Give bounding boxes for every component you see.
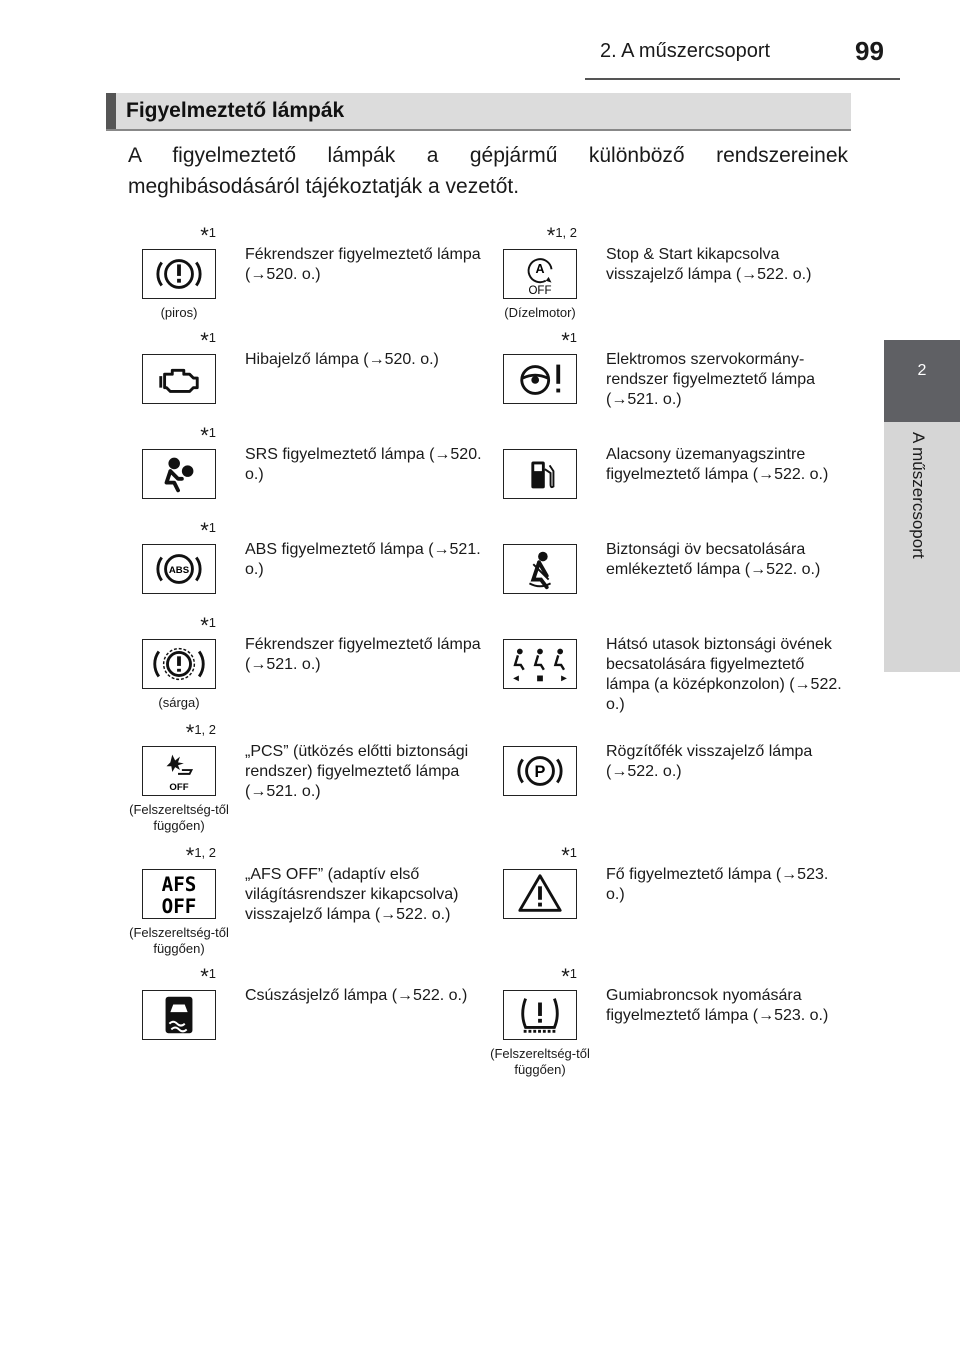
lamp-entry — [105, 964, 468, 1081]
lamp-note: (piros) — [160, 305, 198, 320]
footnote-ref: *1 — [561, 843, 577, 868]
lamp-entry — [466, 964, 829, 1081]
footnote-ref: *1 — [200, 423, 216, 448]
abs-icon — [142, 544, 216, 594]
lamp-entry — [105, 613, 481, 730]
lamp-description: Gumiabroncsok nyomására figyelmeztető lámpa (→523. o.) — [606, 987, 829, 1024]
chapter-label: A műszercsoport — [909, 432, 928, 559]
svg-text:P: P — [534, 762, 546, 781]
intro-paragraph: A figyelmeztető lámpák a gépjármű különböző rendszereinek meghibásodásáról tájékoztatják a vezetőt. — [128, 144, 848, 198]
section-divider — [106, 129, 851, 131]
lamp-note: (Felszereltség-től függően) — [129, 802, 229, 833]
afs-off-icon — [142, 869, 216, 919]
lamp-note: (sárga) — [158, 695, 200, 710]
lamp-description: Hibajelző lámpa (→520. o.) — [245, 351, 439, 368]
lamp-description: Elektromos szervokormány-rendszer figyelmeztető lámpa (→521. o.) — [606, 351, 815, 408]
page-number: 99 — [855, 36, 884, 66]
lamp-description: „AFS OFF” (adaptív első világításrendszer kikapcsolva) visszajelző lámpa (→522. o.) — [245, 866, 459, 923]
lamp-entry — [466, 722, 826, 837]
section-accent — [106, 93, 116, 129]
svg-text:ABS: ABS — [168, 564, 190, 576]
check-engine-icon — [142, 354, 216, 404]
chapter-tab — [884, 340, 960, 422]
section-title-bar — [106, 93, 851, 129]
footnote-ref: *1 — [561, 964, 577, 989]
lamp-note: (Dízelmotor) — [504, 305, 576, 320]
lamp-description: ABS figyelmeztető lámpa (→521. o.) — [245, 541, 481, 578]
lamp-note: (Felszereltség-től függően) — [129, 925, 229, 956]
running-header-section: 2. A műszercsoport — [600, 40, 771, 62]
lamp-description: Fő figyelmeztető lámpa (→523. o.) — [606, 866, 829, 903]
lamp-entry — [466, 225, 826, 340]
parking-brake-icon — [503, 746, 577, 796]
brake-warning-icon — [142, 249, 216, 299]
footnote-ref: *1, 2 — [546, 223, 577, 248]
power-steering-icon — [503, 354, 577, 404]
svg-text:OFF: OFF — [528, 285, 552, 298]
svg-text:A: A — [535, 262, 545, 277]
lamp-entry — [466, 843, 829, 960]
lamp-description: Csúszásjelző lámpa (→522. o.) — [245, 987, 468, 1004]
lamp-entry — [105, 845, 465, 960]
svg-text:OFF: OFF — [169, 782, 189, 794]
lamp-entry — [105, 720, 469, 837]
srs-airbag-icon — [142, 449, 216, 499]
lamp-description: Fékrendszer figyelmeztető lámpa (→520. o.) — [245, 246, 481, 283]
chapter-number: 2 — [917, 362, 927, 379]
footnote-ref: *1 — [200, 964, 216, 989]
lamp-entry — [466, 615, 842, 730]
pcs-off-icon — [142, 746, 216, 796]
brake-system-icon — [142, 639, 216, 689]
master-warning-icon — [503, 869, 577, 919]
lamp-description: Hátsó utasok biztonsági övének becsatolására figyelmeztető lámpa (a középkonzolon) (→522. o.) — [606, 636, 842, 713]
tire-pressure-icon — [503, 990, 577, 1040]
lamp-description: Fékrendszer figyelmeztető lámpa (→521. o.) — [245, 636, 481, 673]
footnote-ref: *1 — [200, 518, 216, 543]
lamp-description: „PCS” (ütközés előtti biztonsági rendszer) figyelmeztető lámpa (→521. o.) — [245, 743, 469, 800]
lamp-description: Alacsony üzemanyagszintre figyelmeztető lámpa (→522. o.) — [606, 446, 829, 483]
header-divider — [585, 78, 900, 80]
footnote-ref: *1, 2 — [185, 720, 216, 745]
seatbelt-reminder-icon — [503, 544, 577, 594]
footnote-ref: *1 — [561, 328, 577, 353]
lamp-note: (Felszereltség-től függően) — [490, 1046, 590, 1077]
lamp-description: Biztonsági öv becsatolására emlékeztető lámpa (→522. o.) — [606, 541, 821, 578]
low-fuel-icon — [503, 449, 577, 499]
section-title: Figyelmeztető lámpák — [126, 99, 345, 122]
svg-text:OFF: OFF — [161, 895, 197, 918]
slip-indicator-icon — [142, 990, 216, 1040]
rear-seatbelt-icon — [503, 639, 577, 689]
footnote-ref: *1 — [200, 328, 216, 353]
lamp-description: Stop & Start kikapcsolva visszajelző lámpa (→522. o.) — [606, 246, 812, 283]
footnote-ref: *1, 2 — [185, 843, 216, 868]
svg-text:AFS: AFS — [161, 873, 197, 897]
lamp-entry — [105, 223, 481, 340]
lamp-description: SRS figyelmeztető lámpa (→520. o.) — [245, 446, 482, 483]
lamp-description: Rögzítőfék visszajelző lámpa (→522. o.) — [606, 743, 813, 780]
stop-start-off-icon — [503, 249, 577, 299]
footnote-ref: *1 — [200, 613, 216, 638]
footnote-ref: *1 — [200, 223, 216, 248]
